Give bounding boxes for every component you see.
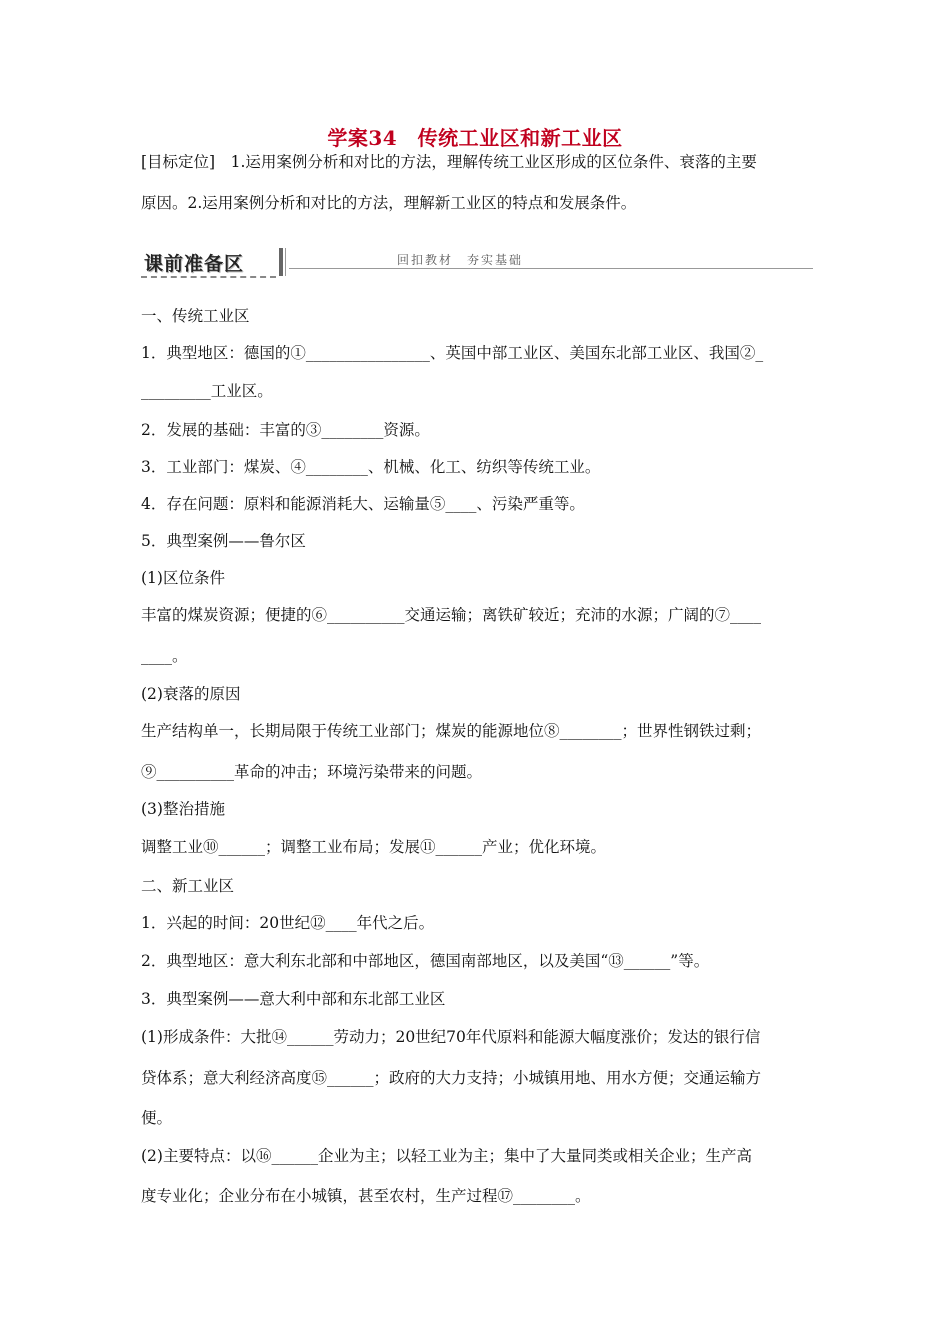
banner-divider-thin (285, 248, 286, 276)
text-line: 3．典型案例——意大利中部和东北部工业区 (141, 990, 446, 1008)
text-line: ____。 (141, 647, 188, 665)
text-line: 1．典型地区：德国的①________________、英国中部工业区、美国东北部工业区、我国②_ (141, 344, 764, 362)
text-line: (2)主要特点：以⑯______企业为主；以轻工业为主；集中了大量同类或相关企业；生产高 (141, 1147, 752, 1165)
banner-divider-bar (279, 248, 283, 276)
text-line: 4．存在问题：原料和能源消耗大、运输量⑤____、污染严重等。 (141, 495, 585, 513)
text-line: 丰富的煤炭资源；便捷的⑥__________交通运输；离铁矿较近；充沛的水源；广阔的⑦____ (141, 606, 762, 624)
text-line: 2．典型地区：意大利东北部和中部地区，德国南部地区，以及美国“⑬______”等。 (141, 952, 710, 970)
banner-dashed-underline (141, 276, 276, 278)
text-line: 度专业化；企业分布在小城镇，甚至农村，生产过程⑰________。 (141, 1187, 591, 1205)
text-line: (1)区位条件 (141, 569, 225, 587)
text-line: (3)整治措施 (141, 800, 225, 818)
banner-rule (289, 268, 813, 269)
section-banner-subtitle: 回扣教材 夯实基础 (397, 253, 524, 267)
text-line: 便。 (141, 1109, 173, 1127)
text-line: 二、新工业区 (141, 877, 235, 895)
text-line: ⑨__________革命的冲击；环境污染带来的问题。 (141, 763, 483, 781)
text-line: 2．发展的基础：丰富的③________资源。 (141, 421, 430, 439)
text-line: 1．兴起的时间：20世纪⑫____年代之后。 (141, 914, 435, 932)
section-banner (141, 246, 813, 282)
text-line: 一、传统工业区 (141, 307, 250, 325)
section-banner-title: 课前准备区 (144, 253, 245, 275)
text-line: (1)形成条件：大批⑭______劳动力；20世纪70年代原料和能源大幅度涨价；发达的银行信 (141, 1028, 761, 1046)
page-title: 学案34 传统工业区和新工业区 (327, 126, 623, 150)
text-line: 3．工业部门：煤炭、④________、机械、化工、纺织等传统工业。 (141, 458, 601, 476)
text-line: _________工业区。 (141, 382, 273, 400)
goal-line-1: [目标定位] 1.运用案例分析和对比的方法，理解传统工业区形成的区位条件、衰落的主要 (141, 153, 757, 171)
goal-line-2: 原因。2.运用案例分析和对比的方法，理解新工业区的特点和发展条件。 (141, 194, 637, 212)
text-line: 调整工业⑩______；调整工业布局；发展⑪______产业；优化环境。 (141, 838, 607, 856)
text-line: (2)衰落的原因 (141, 685, 241, 703)
text-line: 生产结构单一，长期局限于传统工业部门；煤炭的能源地位⑧________；世界性钢铁过剩； (141, 722, 762, 740)
text-line: 贷体系；意大利经济高度⑮______；政府的大力支持；小城镇用地、用水方便；交通运输方 (141, 1069, 762, 1087)
text-line: 5．典型案例——鲁尔区 (141, 532, 306, 550)
